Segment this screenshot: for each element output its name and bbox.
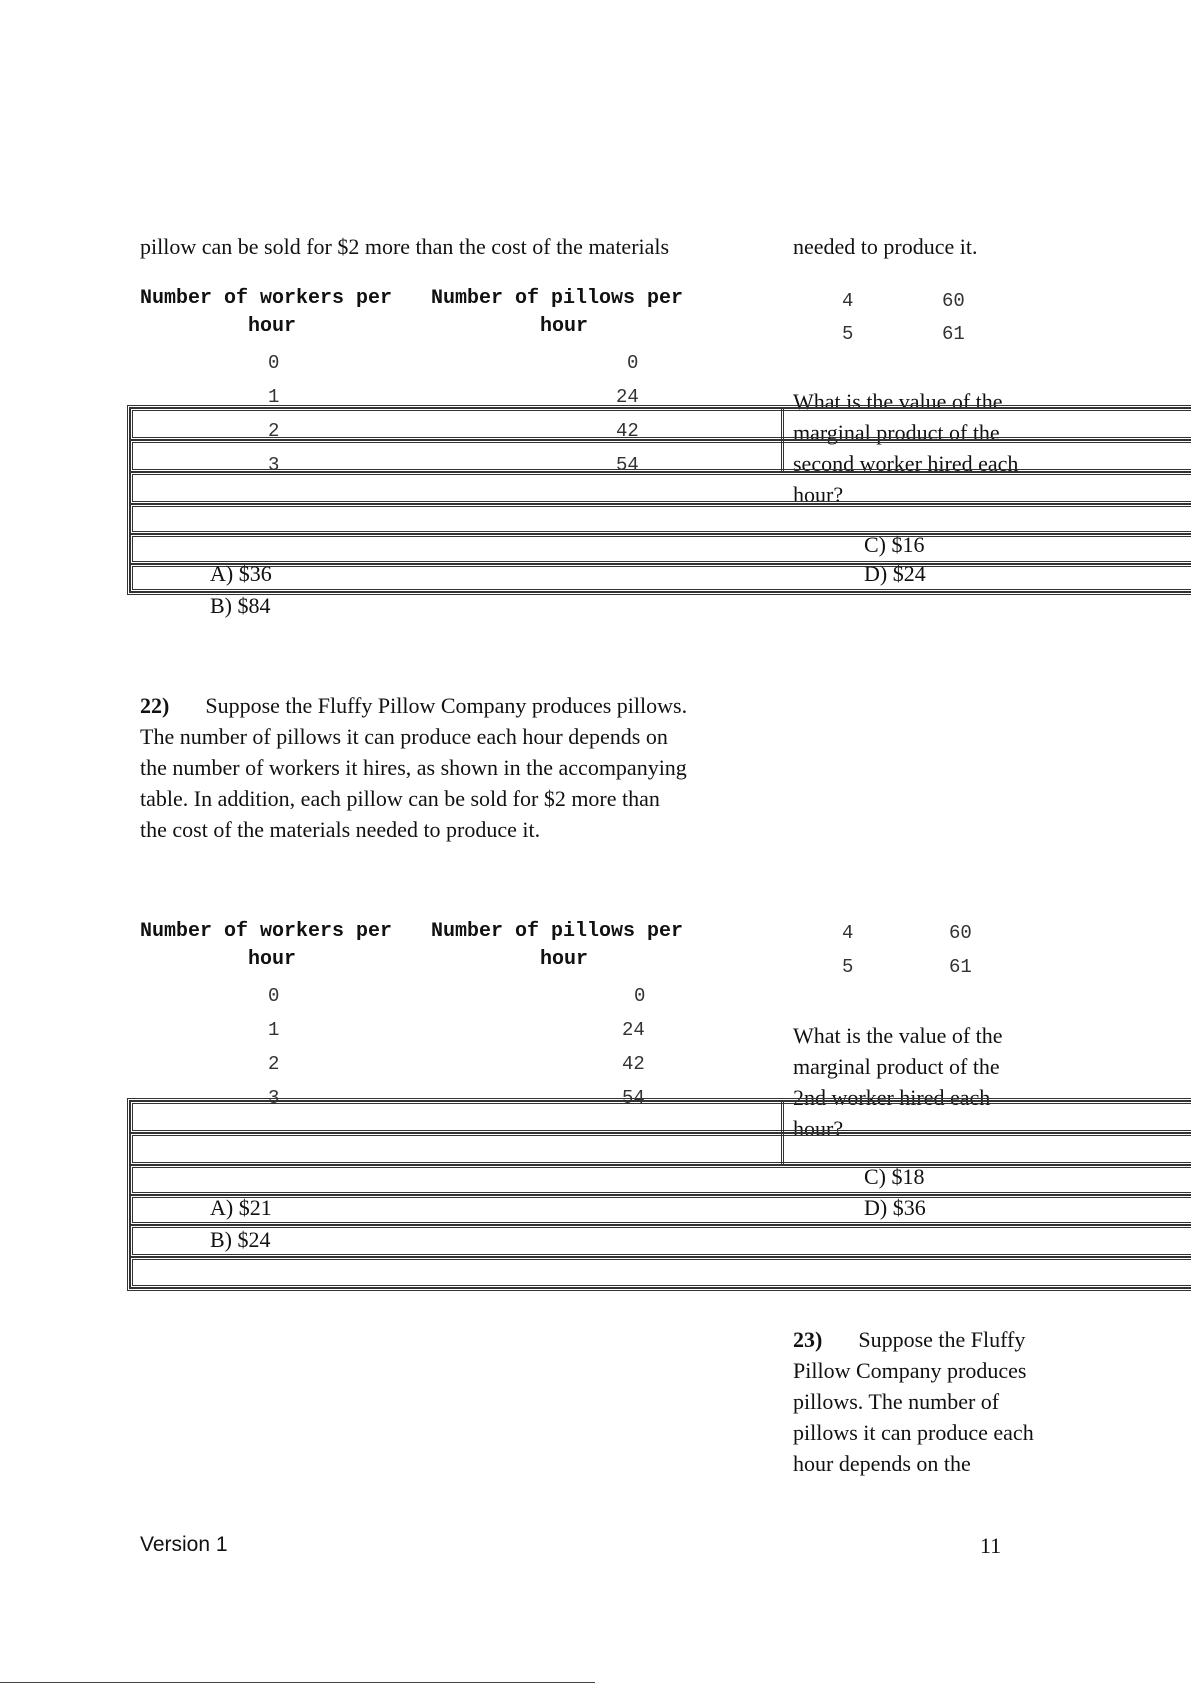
q21-text-right: needed to produce it. [793,234,978,259]
q23-body-line: pillows it can produce each [793,1420,1034,1445]
q21-row-box [130,408,1191,440]
q22-row-box [130,1133,1191,1165]
q21-row-box [130,564,1191,592]
q22-body [140,690,687,845]
q22-workers-value: 5 [842,956,854,978]
q22-choice-a: A) $21 [210,1195,272,1220]
q23-body-line-text: Suppose the Fluffy [858,1327,1026,1352]
q22-column-divider [781,1101,784,1165]
q22-choice-c: C) $18 [864,1164,925,1189]
q22-row-box [130,1257,1191,1288]
q22-body-line: the number of workers it hires, as shown in the accompanying [140,755,687,780]
q22-pillows-value: 0 [634,985,646,1007]
q21-header-pillows-unit: hour [540,315,589,338]
q22-question-line: What is the value of the [793,1023,1003,1048]
q21-pillows-value: 24 [616,386,639,408]
q22-pillows-value: 60 [949,922,972,944]
q21-workers-value: 0 [268,352,280,374]
q22-question-line: hour? [793,1116,844,1141]
q21-workers-value: 3 [268,454,280,476]
q21-question-line: marginal product of the [793,420,1000,445]
q21-text-left: pillow can be sold for $2 more than the cost of the materials [140,234,670,259]
q22-workers-value: 0 [268,985,280,1007]
q22-workers-value: 3 [268,1087,280,1109]
q22-number: 22) [140,693,170,718]
q21-workers-value: 1 [268,386,280,408]
q21-choice-d: D) $24 [864,561,926,586]
q21-workers-value: 5 [842,323,854,345]
q23-number: 23) [793,1327,823,1352]
q22-body-line: table. In addition, each pillow can be sold for $2 more than [140,786,660,811]
q22-row-box [130,1195,1191,1225]
q23-body-line: Pillow Company produces [793,1358,1027,1383]
footer-version: Version 1 [140,1533,228,1556]
q21-header-workers-unit: hour [248,315,297,338]
q23-body-line: hour depends on the [793,1451,971,1476]
page-number: 11 [980,1533,1002,1558]
q22-row-box [130,1225,1191,1257]
q22-pillows-value: 24 [622,1019,645,1041]
q22-workers-value: 4 [842,922,854,944]
q22-question-line: marginal product of the [793,1054,1000,1079]
q22-body-line: the cost of the materials needed to produce it. [140,817,541,842]
q21-choice-b: B) $84 [210,593,271,618]
q22-question-line: 2nd worker hired each [793,1085,991,1110]
q21-pillows-value: 0 [627,352,639,374]
q22-workers-value: 2 [268,1053,280,1075]
q21-row-box [130,504,1191,534]
q22-choice-b: B) $24 [210,1227,271,1252]
q21-choice-a: A) $36 [210,561,272,586]
q21-pillows-value: 42 [616,420,639,442]
q22-header-workers: Number of workers per [140,920,393,943]
q21-pillows-value: 54 [616,454,639,476]
q21-question-line: second worker hired each [793,451,1019,476]
q23-body-line: pillows. The number of [793,1389,1000,1414]
q21-header-workers: Number of workers per [140,287,393,310]
bottom-rule [0,1682,595,1683]
q21-row-box [130,440,1191,472]
q22-body-line [140,690,687,721]
q21-choice-c: C) $16 [864,532,925,557]
q22-header-pillows-unit: hour [540,948,589,971]
q22-pillows-value: 54 [622,1087,645,1109]
q22-body-line-text: Suppose the Fluffy Pillow Company produces pillows. [205,693,688,718]
q23-body-line [793,1324,1034,1355]
q22-pillows-value: 61 [949,956,972,978]
q21-pillows-value: 60 [942,290,965,312]
q22-header-pillows: Number of pillows per [431,920,684,943]
q21-question-line: What is the value of the [793,389,1003,414]
q22-choice-d: D) $36 [864,1195,926,1220]
q22-row-box [130,1165,1191,1195]
q22-body-line: The number of pillows it can produce each hour depends on [140,724,668,749]
q21-workers-value: 2 [268,420,280,442]
q21-row-box [130,472,1191,504]
q22-row-box [130,1101,1191,1133]
q21-header-pillows: Number of pillows per [431,287,684,310]
q22-pillows-value: 42 [622,1053,645,1075]
q21-row-box [130,534,1191,564]
q21-workers-value: 4 [842,290,854,312]
q21-question-line: hour? [793,482,844,507]
q21-pillows-value: 61 [942,323,965,345]
q23-body [793,1324,1034,1479]
q22-workers-value: 1 [268,1019,280,1041]
q21-column-divider [781,408,784,472]
q22-header-workers-unit: hour [248,948,297,971]
